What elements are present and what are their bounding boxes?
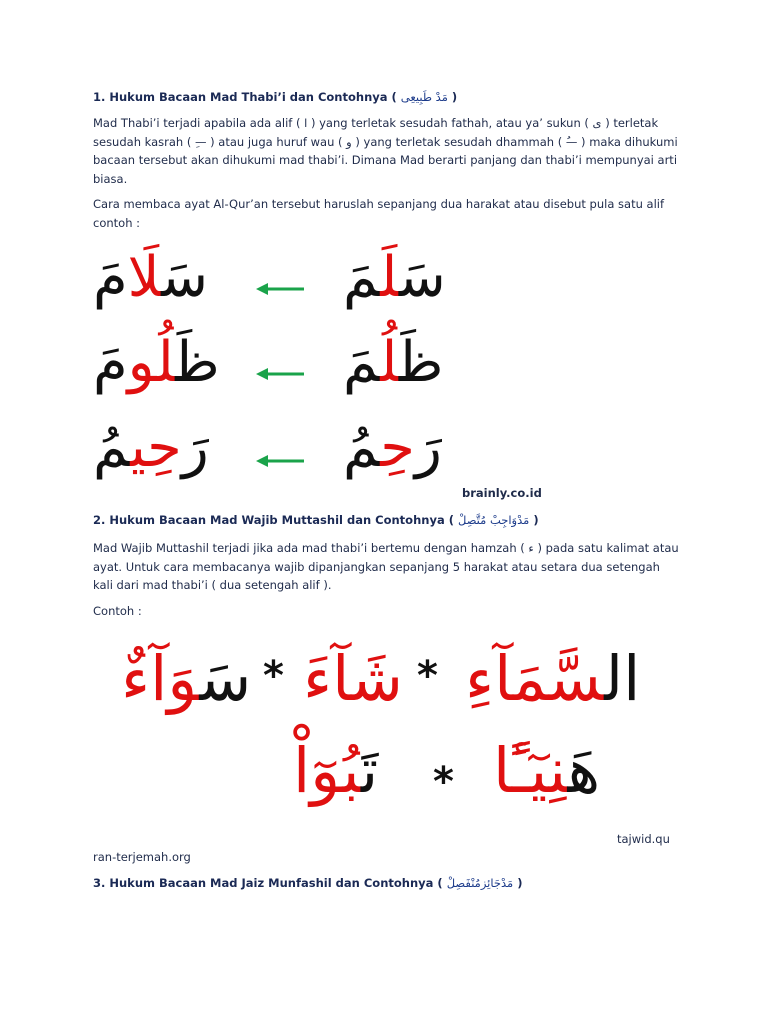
mad-thabii-examples — [93, 245, 463, 490]
separator-star: * — [263, 653, 284, 699]
section-1-para2-text: Cara membaca ayat Al-Qur’an tersebut haruslah sepanjang dua harakat atau disebut pula satu alif contoh : — [93, 197, 665, 230]
example-1-long: سَلَامَ — [93, 245, 209, 310]
example-3-long: رَحِيمُ — [93, 415, 209, 480]
section-2-contoh-text: Contoh : — [93, 604, 142, 618]
section-3-heading-text: 3. Hukum Bacaan Mad Jaiz Munfashil dan Contohnya ( — [93, 876, 443, 890]
example-2-long: ظَلُومَ — [93, 330, 220, 395]
arrow-left-icon — [256, 282, 306, 296]
section-2-heading-close: ) — [533, 513, 539, 527]
section-2-heading — [93, 513, 539, 527]
section-1-paragraph-1 — [93, 114, 683, 188]
separator-star: * — [433, 759, 454, 805]
section-3-heading-arabic: مَدْجَائِزمُنْفَصِلْ — [446, 876, 514, 890]
section-1-paragraph-2 — [93, 195, 683, 232]
example-haniian: هَنِيٓـًٔا — [493, 734, 601, 807]
example-3-short: رَحِمُ — [343, 415, 442, 480]
section-2-heading-text: 2. Hukum Bacaan Mad Wajib Muttashil dan Contohnya ( — [93, 513, 454, 527]
section-2-contoh — [93, 602, 683, 621]
example-sawaa: سَوَآءٌ — [121, 642, 252, 715]
example-2-short: ظَلُمَ — [343, 330, 444, 395]
source-tajwid-part-2: ran-terjemah.org — [93, 850, 191, 864]
arrow-left-icon — [256, 454, 306, 468]
section-1-heading — [93, 90, 457, 104]
section-2-para1-text: Mad Wajib Muttashil terjadi jika ada mad thabi’i bertemu dengan hamzah ( ء ) pada satu kalimat atau ayat. Untuk cara membacanya wajib dipanjangkan sepanjang 5 harakat atau setara dua setengah kali dari mad thabi’i ( dua setengah alif ). — [93, 541, 679, 592]
section-1-heading-arabic: مَدْ طَبِيعِى — [400, 90, 448, 104]
separator-star: * — [417, 653, 438, 699]
section-3-heading-close: ) — [517, 876, 523, 890]
source-brainly: brainly.co.id — [462, 486, 542, 500]
section-1-heading-text: 1. Hukum Bacaan Mad Thabi’i dan Contohnya ( — [93, 90, 397, 104]
example-as-samai: السَّمَآءِ — [465, 642, 641, 715]
section-1-heading-close: ) — [451, 90, 458, 104]
mad-wajib-examples — [93, 640, 653, 840]
example-1-short: سَلَمَ — [343, 245, 446, 310]
example-syaa: شَآءَ — [303, 642, 403, 715]
section-2-heading-arabic: مَدْوَاجِبْ مُتَّصِلْ — [457, 513, 530, 527]
arrow-left-icon — [256, 367, 306, 381]
section-2-paragraph-1 — [93, 539, 683, 595]
source-tajwid-part-1: tajwid.qu — [617, 832, 670, 846]
example-tabuu: تَبُوٓاْ — [293, 734, 379, 807]
section-3-heading — [93, 876, 522, 890]
section-1-para1-text: Mad Thabi’i terjadi apabila ada alif ( ا ) yang terletak sesudah fathah, atau ya’ sukun ( ى ) terletak sesudah kasrah ( —ِ ) atau juga huruf wau ( و ) yang terletak sesudah dhammah ( —ُ ) maka dihukumi bacaan tersebut akan dihukumi mad thabi’i. Dimana Mad berarti panjang dan thabi’i mempunyai arti biasa. — [93, 116, 678, 186]
